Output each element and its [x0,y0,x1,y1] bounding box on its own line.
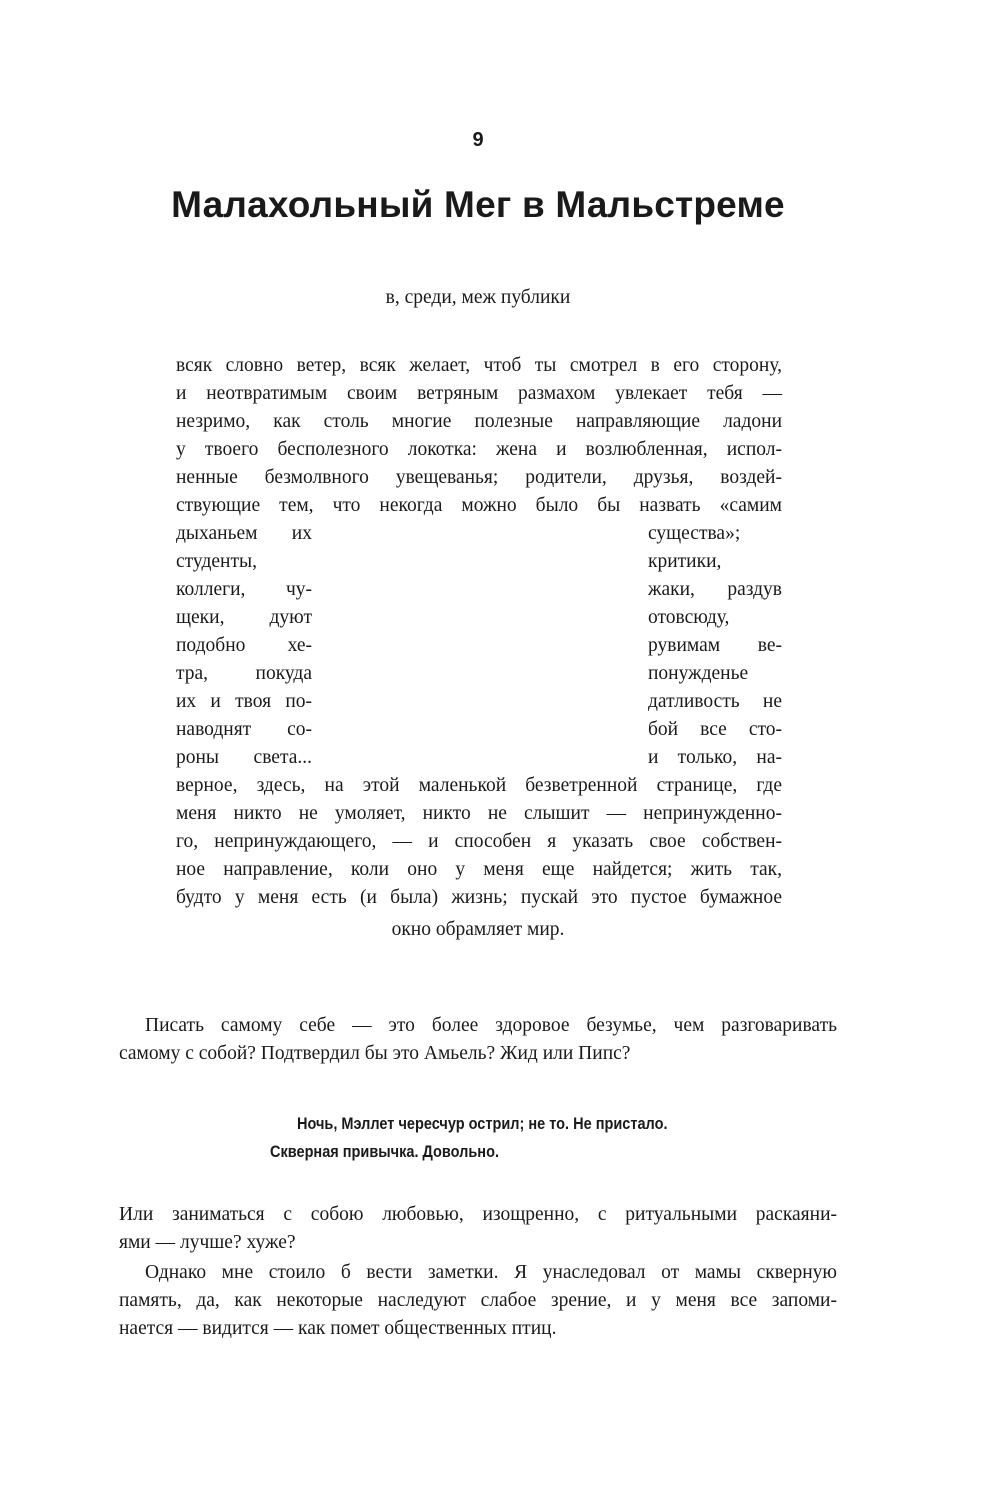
prose-line: память, да, как некоторые наследуют слабое зрение, и у меня все запоми- [119,1290,837,1311]
poem-line: и неотвратимым своим ветряным размахом увлекает тебя — [176,383,782,404]
poem-left-column-line: коллеги, чу- [176,579,312,600]
poem-right-column-line: жаки, раздув [648,579,782,600]
prose-line: нается — видится — как помет общественных птиц. [119,1318,557,1339]
poem-line: го, непринуждающего, — и способен я указать свое собствен- [176,831,782,852]
poem-line: у твоего бесполезного локотка: жена и возлюбленная, испол- [176,439,782,460]
poem-right-column-line: отовсюду, [648,607,730,628]
poem-line: всяк словно ветер, всяк желает, чтоб ты смотрел в его сторону, [176,355,782,376]
poem-left-column-line: их и твоя по- [176,691,312,712]
prose-line: Однако мне стоило б вести заметки. Я унаследовал от мамы скверную [145,1262,837,1283]
prose-line: самому с собой? Подтвердил бы это Амьель? Жид или Пипс? [119,1043,631,1064]
poem-left-column-line: дыханьем их [176,523,312,544]
poem-left-column-line: щеки, дуют [176,607,312,628]
poem-left-column-line: роны света... [176,747,312,768]
bold-note-line: Ночь, Мэллет чересчур острил; не то. Не пристало. [297,1115,668,1133]
poem-line: ненные безмолвного увещеванья; родители, друзья, воздей- [176,467,782,488]
poem-line: верное, здесь, на этой маленькой безветренной странице, где [176,775,782,796]
poem-right-column-line: бой все сто- [648,719,782,740]
poem-line: ное направление, коли оно у меня еще найдется; жить так, [176,859,782,880]
poem-right-column-line: и только, на- [648,747,782,768]
poem-right-column-line: датливость не [648,691,782,712]
poem-left-column-line: тра, покуда [176,663,312,684]
prose-line: Или заниматься с собою любовью, изощренно, с ритуальными раскаяни- [119,1204,837,1225]
poem-right-column-line: существа»; [648,523,741,544]
poem-right-column-line: рувимам ве- [648,635,782,656]
poem-end: окно обрамляет мир. [391,919,565,940]
poem-line: ствующие тем, что некогда можно было бы назвать «самим [176,495,782,516]
poem-line: будто у меня есть (и была) жизнь; пускай это пустое бумажное [176,887,782,908]
poem-line: незримо, как столь многие полезные направляющие ладони [176,411,782,432]
poem-right-column-line: критики, [648,551,722,572]
poem-left-column-line: подобно хе- [176,635,312,656]
poem-line: меня никто не умоляет, никто не слышит — непринужденно- [176,803,782,824]
poem-left-column-line: студенты, [176,551,257,572]
page-number: 9 [472,129,484,151]
poem-lead: в, среди, меж публики [385,287,571,308]
prose-line: ями — лучше? хуже? [119,1232,296,1253]
poem-left-column-line: наводнят со- [176,719,312,740]
bold-note-line: Скверная привычка. Довольно. [270,1143,499,1161]
poem-right-column-line: понужденье [648,663,749,684]
prose-line: Писать самому себе — это более здоровое безумье, чем разговаривать [145,1015,837,1036]
chapter-title: Малахольный Мег в Мальстреме [171,184,785,225]
